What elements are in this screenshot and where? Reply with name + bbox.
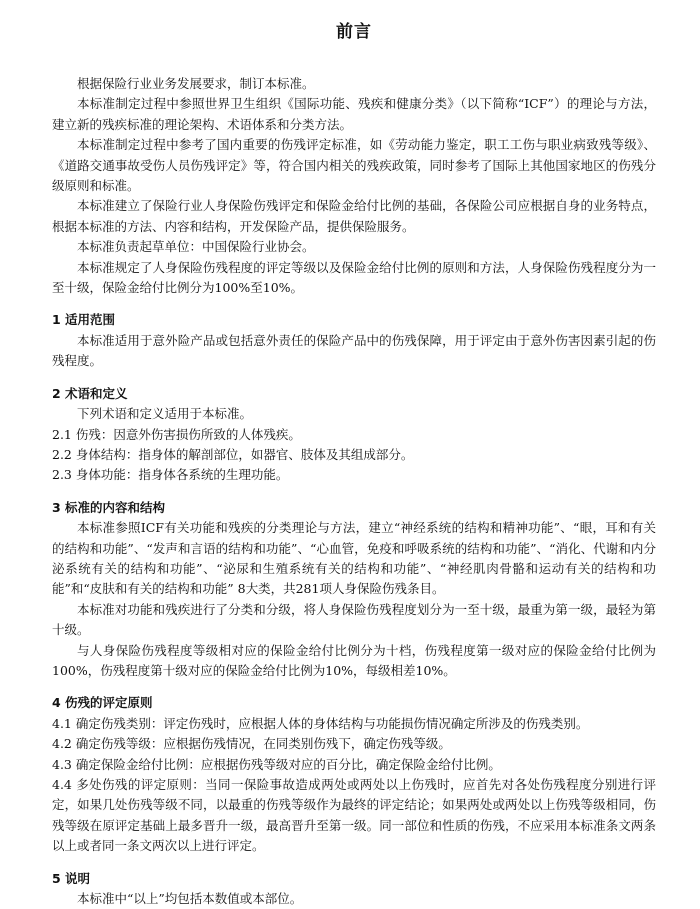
principle-item: 4.1 确定伤残类别：评定伤残时，应根据人体的身体结构与功能损伤情况确定所涉及的伤残类别。 (52, 715, 589, 731)
preface-paragraph: 本标准规定了人身保险伤残程度的评定等级以及保险金给付比例的原则和方法，人身保险伤残程度分为一至十级，保险金给付比例分为100%至10%。 (52, 259, 656, 296)
principle-item: 4.4 多处伤残的评定原则：当同一保险事故造成两处或两处以上伤残时，应首先对各处伤残程度分别进行评定，如果几处伤残等级不同，以最重的伤残等级作为最终的评定结论；如果两处或两处以上伤残等级相同，伤残等级在原评定基础上最多晋升一级，最高晋升至第一级。同一部位和性质的伤残，不应采用本标准条文两条以上或者同一条文两次以上进行评定。 (52, 777, 656, 854)
page-title: 前言 (336, 22, 372, 42)
preface-paragraph: 根据保险行业业务发展要求，制订本标准。 (77, 76, 315, 91)
section-terms (52, 384, 656, 486)
term-item: 2.2 身体结构：指身体的解剖部位，如器官、肢体及其组成部分。 (52, 446, 414, 462)
section-heading: 5 说明 (52, 870, 91, 886)
section-content-structure (52, 498, 656, 682)
section-paragraph: 本标准中“以上”均包括本数值或本部位。 (77, 891, 303, 907)
section-scope (52, 310, 656, 371)
term-item: 2.1 伤残：因意外伤害损伤所致的人体残疾。 (52, 426, 301, 442)
preface-section (52, 74, 656, 298)
principle-item: 4.2 确定伤残等级：应根据伤残情况，在同类别伤残下，确定伤残等级。 (52, 736, 451, 752)
section-heading: 4 伤残的评定原则 (52, 695, 153, 711)
section-principles (52, 693, 656, 856)
preface-paragraph: 本标准负责起草单位：中国保险行业协会。 (77, 239, 315, 255)
section-paragraph: 本标准适用于意外险产品或包括意外责任的保险产品中的伤残保障，用于评定由于意外伤害因素引起的伤残程度。 (52, 332, 656, 369)
section-heading: 3 标准的内容和结构 (52, 499, 166, 515)
preface-paragraph: 本标准制定过程中参考了国内重要的伤残评定标准，如《劳动能力鉴定，职工工伤与职业病致残等级》、《道路交通事故受伤人员伤残评定》等，符合国内相关的残疾政策，同时参考了国际上其他国家地区的伤残分级原则和标准。 (52, 137, 656, 194)
preface-paragraph: 本标准制定过程中参照世界卫生组织《国际功能、残疾和健康分类》（以下简称“ICF”）的理论与方法，建立新的残疾标准的理论架构、术语体系和分类方法。 (52, 96, 656, 132)
section-paragraph: 本标准对功能和残疾进行了分类和分级，将人身保险伤残程度划分为一至十级，最重为第一级，最轻为第十级。 (52, 601, 656, 638)
term-item: 2.3 身体功能：指身体各系统的生理功能。 (52, 467, 289, 483)
section-notes (52, 869, 656, 909)
principle-item: 4.3 确定保险金给付比例：应根据伤残等级对应的百分比，确定保险金给付比例。 (52, 756, 501, 772)
section-heading: 1 适用范围 (52, 312, 116, 328)
section-paragraph: 与人身保险伤残程度等级相对应的保险金给付比例分为十档，伤残程度第一级对应的保险金给付比例为100%，伤残程度第十级对应的保险金给付比例为10%，每级相差10%。 (52, 642, 656, 678)
section-heading: 2 术语和定义 (52, 385, 128, 401)
section-paragraph: 下列术语和定义适用于本标准。 (77, 406, 253, 422)
section-paragraph: 本标准参照ICF有关功能和残疾的分类理论与方法，建立“神经系统的结构和精神功能”、“眼，耳和有关的结构和功能”、“发声和言语的结构和功能”、“心血管，免疫和呼吸系统的结构和功能”、“消化、代谢和内分泌系统有关的结构和功能”、“泌尿和生殖系统有关的结构和功能”、“神经肌肉骨骼和运动有关的结构和功能”和“皮肤和有关的结构和功能” 8大类，共281项人身保险伤残条目。 (52, 520, 656, 597)
preface-paragraph: 本标准建立了保险行业人身保险伤残评定和保险金给付比例的基础，各保险公司应根据自身的业务特点，根据本标准的方法、内容和结构，开发保险产品，提供保险服务。 (52, 198, 656, 234)
